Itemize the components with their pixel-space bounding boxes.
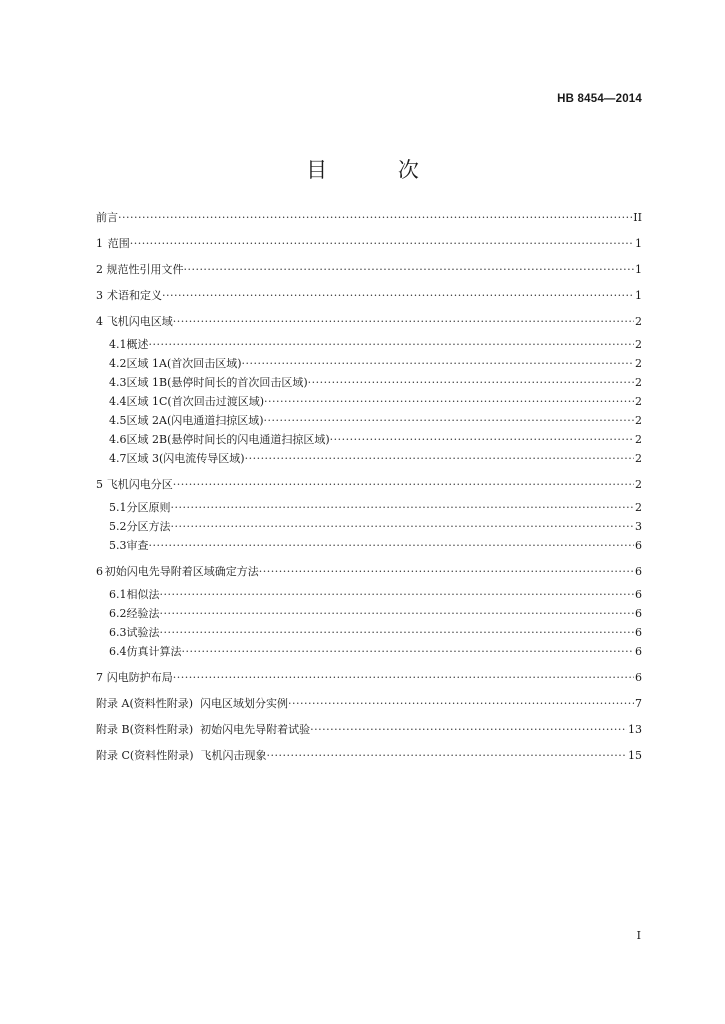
toc-entry-page: 6 — [635, 607, 642, 620]
toc-entry-page: II — [633, 211, 642, 224]
toc-entry-number: 4.2 — [109, 357, 127, 370]
toc-leader-dots — [308, 376, 634, 390]
toc-entry-label: 范围 — [107, 237, 130, 250]
toc-entry-label: 术语和定义 — [106, 289, 162, 302]
toc-entry-label: 分区原则 — [126, 501, 171, 514]
toc-entry-label: 附录 B(资料性附录) 初始闪电先导附着试验 — [96, 723, 311, 736]
toc-entry-page: 2 — [635, 395, 642, 408]
toc-entry-label: 审查 — [126, 539, 149, 552]
toc-entry-page: 1 — [635, 289, 642, 302]
toc-entry[interactable] — [96, 501, 642, 515]
toc-entry[interactable] — [96, 211, 642, 225]
toc-entry-number: 4.4 — [109, 395, 127, 408]
toc-leader-dots — [160, 626, 635, 640]
toc-entry-number: 6.2 — [109, 607, 127, 620]
toc-leader-dots — [267, 749, 628, 763]
toc-entry[interactable] — [96, 697, 642, 711]
toc-entry[interactable] — [96, 520, 642, 534]
toc-entry-number: 6.3 — [109, 626, 127, 639]
toc-entry-label: 飞机闪电区域 — [106, 315, 173, 328]
toc-entry-page: 2 — [635, 338, 642, 351]
toc-entry-label: 附录 A(资料性附录) 闪电区域划分实例 — [96, 697, 289, 710]
toc-entry-number: 4.3 — [109, 376, 127, 389]
toc-entry[interactable] — [96, 452, 642, 466]
toc-entry[interactable] — [96, 433, 642, 447]
table-of-contents — [96, 211, 642, 763]
toc-entry-number: 5.2 — [109, 520, 127, 533]
toc-entry[interactable] — [96, 263, 642, 277]
toc-entry-number: 4.7 — [109, 452, 127, 465]
toc-entry-number: 6 — [96, 565, 103, 578]
toc-entry-page: 2 — [635, 414, 642, 427]
toc-entry[interactable] — [96, 539, 642, 553]
toc-entry-number: 4 — [96, 315, 103, 328]
toc-leader-dots — [173, 671, 634, 685]
toc-entry-number: 4.1 — [109, 338, 127, 351]
toc-entry[interactable] — [96, 395, 642, 409]
toc-entry-label: 分区方法 — [126, 520, 171, 533]
toc-entry-label: 飞机闪电分区 — [106, 478, 173, 491]
toc-entry-label: 区域 2B(悬停时间长的闪电通道扫掠区域) — [126, 433, 330, 446]
toc-entry[interactable] — [96, 414, 642, 428]
toc-entry-page: 7 — [635, 697, 642, 710]
toc-entry-number: 1 — [96, 237, 103, 250]
toc-entry-page: 6 — [635, 565, 642, 578]
toc-entry[interactable] — [96, 289, 642, 303]
toc-entry[interactable] — [96, 338, 642, 352]
standard-number: HB 8454—2014 — [557, 93, 642, 105]
toc-entry-number: 7 — [96, 671, 103, 684]
toc-entry-label: 初始闪电先导附着区域确定方法 — [104, 565, 259, 578]
toc-entry-page: 6 — [635, 626, 642, 639]
toc-leader-dots — [171, 501, 635, 515]
page-number: I — [636, 929, 641, 942]
toc-entry-label: 区域 1B(悬停时间长的首次回击区域) — [126, 376, 308, 389]
toc-entry-number: 5.3 — [109, 539, 127, 552]
toc-leader-dots — [173, 315, 634, 329]
toc-entry[interactable] — [96, 237, 642, 251]
toc-entry-label: 前言 — [96, 211, 118, 224]
toc-entry-number: 4.5 — [109, 414, 127, 427]
toc-entry-label: 规范性引用文件 — [106, 263, 184, 276]
toc-entry-label: 相似法 — [126, 588, 160, 601]
toc-entry-label: 区域 2A(闪电通道扫掠区域) — [126, 414, 264, 427]
toc-leader-dots — [264, 395, 634, 409]
toc-entry[interactable] — [96, 376, 642, 390]
toc-entry-number: 5 — [96, 478, 103, 491]
toc-entry-label: 闪电防护布局 — [106, 671, 173, 684]
toc-entry[interactable] — [96, 478, 642, 492]
toc-leader-dots — [149, 539, 634, 553]
toc-entry[interactable] — [96, 671, 642, 685]
toc-entry-page: 2 — [635, 315, 642, 328]
page-title: 目 次 — [306, 158, 451, 182]
toc-entry[interactable] — [96, 749, 642, 763]
toc-entry-number: 4.6 — [109, 433, 127, 446]
toc-leader-dots — [162, 289, 634, 303]
toc-leader-dots — [245, 452, 634, 466]
toc-leader-dots — [264, 414, 634, 428]
toc-entry-page: 1 — [635, 237, 642, 250]
toc-entry-page: 2 — [635, 376, 642, 389]
toc-entry-number: 5.1 — [109, 501, 127, 514]
toc-entry-number: 3 — [96, 289, 103, 302]
toc-leader-dots — [171, 520, 635, 534]
toc-entry-number: 2 — [96, 263, 103, 276]
toc-entry-page: 2 — [635, 501, 642, 514]
toc-leader-dots — [310, 723, 627, 737]
toc-leader-dots — [330, 433, 634, 447]
toc-entry-page: 13 — [628, 723, 642, 736]
toc-leader-dots — [118, 211, 632, 225]
toc-entry-label: 仿真计算法 — [126, 645, 182, 658]
toc-leader-dots — [173, 478, 634, 492]
toc-entry-page: 1 — [635, 263, 642, 276]
toc-entry[interactable] — [96, 565, 642, 579]
toc-entry[interactable] — [96, 588, 642, 602]
toc-entry[interactable] — [96, 607, 642, 621]
toc-entry-page: 2 — [635, 357, 642, 370]
toc-entry-page: 6 — [635, 539, 642, 552]
toc-leader-dots — [149, 338, 634, 352]
toc-leader-dots — [259, 565, 634, 579]
toc-entry[interactable] — [96, 645, 642, 659]
toc-entry[interactable] — [96, 723, 642, 737]
toc-entry-page: 2 — [635, 452, 642, 465]
toc-leader-dots — [288, 697, 634, 711]
toc-entry-page: 15 — [628, 749, 642, 762]
toc-entry-label: 概述 — [126, 338, 149, 351]
toc-leader-dots — [182, 645, 635, 659]
toc-leader-dots — [160, 607, 635, 621]
toc-entry-number: 6.1 — [109, 588, 127, 601]
toc-entry-label: 附录 C(资料性附录) 飞机闪击现象 — [96, 749, 267, 762]
toc-entry-label: 区域 3(闪电流传导区域) — [126, 452, 245, 465]
toc-leader-dots — [183, 263, 634, 277]
toc-entry-page: 6 — [635, 645, 642, 658]
toc-entry-page: 3 — [635, 520, 642, 533]
toc-leader-dots — [160, 588, 635, 602]
toc-leader-dots — [242, 357, 634, 371]
toc-entry-label: 经验法 — [126, 607, 160, 620]
toc-entry[interactable] — [96, 626, 642, 640]
toc-entry-page: 6 — [635, 671, 642, 684]
toc-entry-label: 区域 1A(首次回击区域) — [126, 357, 242, 370]
toc-leader-dots — [130, 237, 634, 251]
toc-entry-page: 2 — [635, 433, 642, 446]
toc-entry-page: 2 — [635, 478, 642, 491]
toc-entry-page: 6 — [635, 588, 642, 601]
toc-entry-label: 试验法 — [126, 626, 160, 639]
toc-entry[interactable] — [96, 357, 642, 371]
toc-entry-label: 区域 1C(首次回击过渡区域) — [126, 395, 264, 408]
toc-entry[interactable] — [96, 315, 642, 329]
toc-entry-number: 6.4 — [109, 645, 127, 658]
